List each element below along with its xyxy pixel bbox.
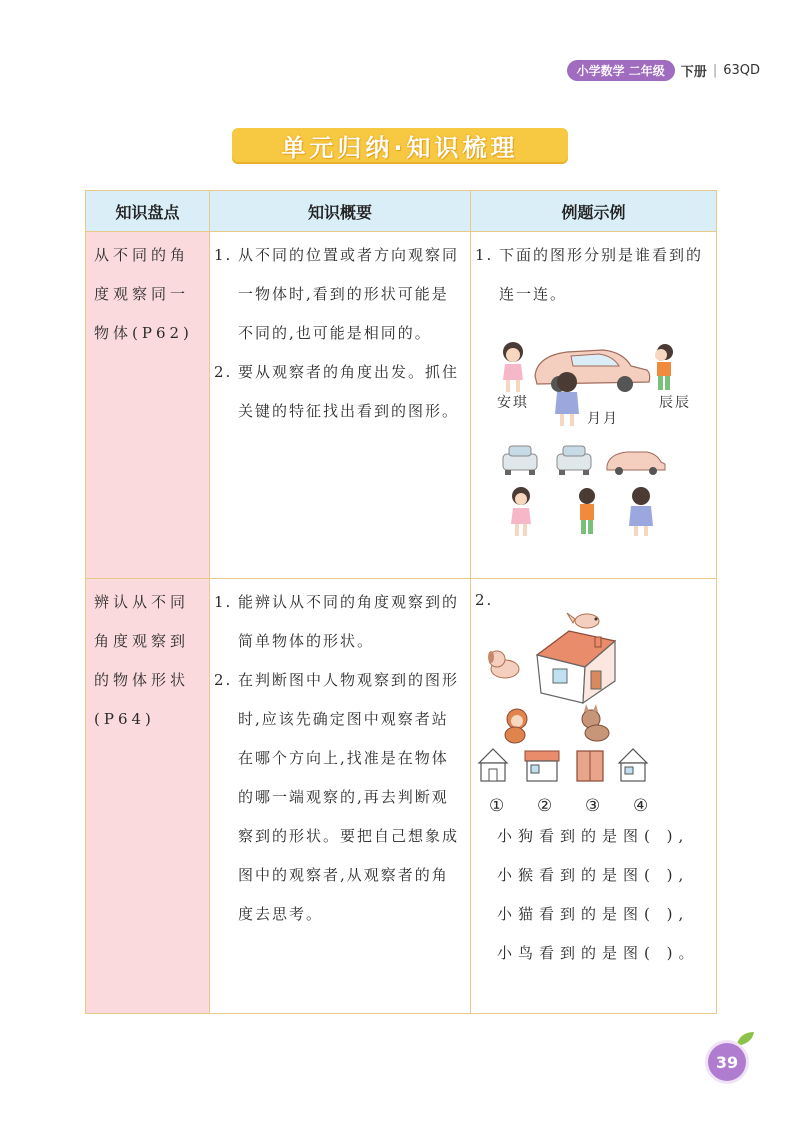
example-question-text: 小狗看到的是图( ),小猴看到的是图( ),小猫看到的是图( ),小鸟看到的是图( )。 xyxy=(497,827,700,962)
dog-icon xyxy=(488,651,519,678)
summary-item: 2. 要从观察者的角度出发。抓住关键的特征找出看到的图形。 xyxy=(214,363,460,420)
view-option-3-icon xyxy=(577,751,603,781)
summary-item: 1. 能辨认从不同的角度观察到的简单物体的形状。 xyxy=(214,593,460,650)
section-title: 单元归纳·知识梳理 xyxy=(281,133,519,162)
car-side-view-icon xyxy=(607,452,665,475)
car-side-icon xyxy=(535,350,650,392)
summary-cell xyxy=(210,579,471,1014)
edition-code: 63QD xyxy=(723,63,760,78)
subject-label: 小学数学 二年级 xyxy=(567,60,675,81)
option-1-label: ① xyxy=(489,796,507,816)
example-cell xyxy=(471,579,717,1014)
car-back-view-icon xyxy=(557,446,591,475)
monkey-icon xyxy=(505,709,527,743)
summary-cell xyxy=(210,232,471,579)
cat-icon xyxy=(582,704,609,741)
girl-back-icon xyxy=(629,487,653,536)
volume-label: 下册 xyxy=(680,65,707,80)
view-option-1-icon xyxy=(479,749,507,781)
house-icon xyxy=(537,631,615,703)
observation-illustration xyxy=(475,314,710,548)
option-labels xyxy=(475,787,710,817)
topic-cell: 从不同的角度观察同一物体(P62) xyxy=(86,232,210,579)
header-separator: | xyxy=(712,63,718,78)
boy-side-icon xyxy=(579,488,595,534)
header-topic: 知识盘点 xyxy=(86,191,210,232)
knowledge-table xyxy=(85,190,717,1014)
table-row xyxy=(86,232,717,579)
example-cell xyxy=(471,232,717,579)
car-front-view-icon xyxy=(503,446,537,475)
table-row xyxy=(86,579,717,1014)
bird-icon xyxy=(567,613,599,628)
page-header xyxy=(567,60,760,81)
summary-item: 1. 从不同的位置或者方向观察同一物体时,看到的形状可能是不同的,也可能是相同的。 xyxy=(214,246,460,342)
name-yueyue: 月月 xyxy=(587,411,619,427)
header-example: 例题示例 xyxy=(471,191,717,232)
view-option-2-icon xyxy=(525,751,559,781)
topic-cell: 辨认从不同角度观察到的物体形状(P64) xyxy=(86,579,210,1014)
name-anqi: 安琪 xyxy=(497,395,529,411)
girl-yueyue-icon xyxy=(555,372,579,426)
view-option-4-icon xyxy=(619,749,647,781)
house-scene-drawing xyxy=(475,611,711,787)
page-number: 39 xyxy=(708,1043,746,1081)
house-illustration xyxy=(475,611,710,787)
option-3-label: ③ xyxy=(585,796,603,816)
example-question: 1. 下面的图形分别是谁看到的连一连。 xyxy=(475,246,704,303)
option-2-label: ② xyxy=(537,796,555,816)
table-header-row xyxy=(86,191,717,232)
example-number: 2. xyxy=(475,591,494,609)
section-banner xyxy=(232,128,568,162)
header-summary: 知识概要 xyxy=(210,191,471,232)
option-4-label: ④ xyxy=(633,796,651,816)
name-chenchen: 辰辰 xyxy=(659,395,691,411)
girl-front-icon xyxy=(511,487,531,536)
summary-item: 2. 在判断图中人物观察到的图形时,应该先确定图中观察者站在哪个方向上,找准是在物体的哪一端观察的,再去判断观察到的形状。要把自己想象成图中的观察者,从观察者的角度去思考。 xyxy=(214,671,460,923)
